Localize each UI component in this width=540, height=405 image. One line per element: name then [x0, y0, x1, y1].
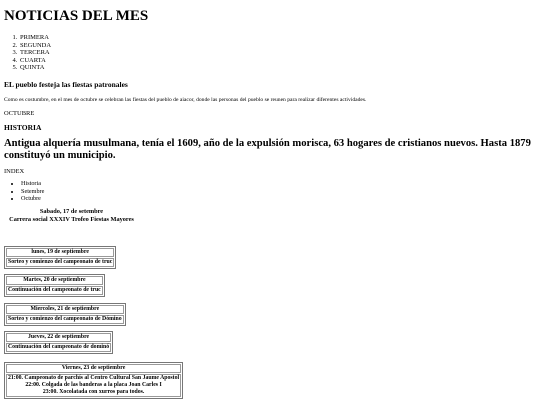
event-saturday-text: Carrera social XXXIV Trofeo Fiestas Mayores — [9, 215, 134, 223]
page-content — [4, 8, 536, 224]
event-line: 21:00. Campeonato de parchís al Centro Cultural San Jaume Apostol — [8, 375, 180, 381]
index-list — [4, 180, 536, 203]
event-table-wednesday — [4, 303, 126, 326]
index-item-octubre: • Octubre — [21, 195, 536, 203]
history-text: Antigua alquería musulmana, tenía el 1609, año de la expulsión morisca, 63 hogares de cristianos nuevos. Hasta 1879 constituyó un municipio. — [4, 137, 531, 161]
event-text: Sorteo y comienzo del campeonato de truc — [8, 259, 113, 265]
history-label: HISTORIA — [4, 122, 42, 132]
event-lines — [6, 374, 181, 397]
month-label: OCTUBRE — [4, 109, 35, 117]
event-text: Continuación del campeonato de truc — [8, 287, 101, 293]
event-text: Continuación del campeonato de dominó — [8, 344, 110, 350]
event-date: Viernes, 23 de septiembre — [6, 364, 181, 373]
menu-item-cuarta: 4. CUARTA — [19, 57, 536, 65]
news-heading: EL pueblo festeja las fiestas patronales — [4, 79, 128, 89]
menu-item-primera: 1. PRIMERA — [19, 34, 536, 42]
event-table-friday — [4, 362, 183, 399]
event-saturday — [4, 208, 139, 224]
page-title: NOTICIAS DEL MES — [4, 8, 149, 24]
event-line: 22:00. Colgada de las banderas a la placa Joan Carles I — [25, 382, 162, 388]
index-item-setembre: • Setembre — [21, 188, 536, 196]
event-date: Miercoles, 21 de septiembre — [6, 305, 124, 314]
event-date: lunes, 19 de septiembre — [6, 248, 114, 257]
news-paragraph: Como es costumbre, en el mes de octubre se celebran las fiestas del pueblo de aiacor, donde las personas del pueblo se reunen para realizar diferentes actividades. — [4, 96, 367, 103]
event-table-thursday — [4, 331, 113, 354]
event-text: Sorteo y comienzo del campeonato de Dómino — [8, 316, 122, 322]
event-table-tuesday — [4, 274, 105, 297]
menu-item-quinta: 5. QUINTA — [19, 64, 536, 72]
index-item-historia: • Historia — [21, 180, 536, 188]
event-table-monday — [4, 246, 116, 269]
event-line: 23:00. Xocolatada con xurros para todos. — [42, 389, 145, 395]
menu-item-tercera: 3. TERCERA — [19, 49, 536, 57]
section-menu — [4, 34, 536, 72]
event-date: Martes, 20 de septiembre — [6, 276, 103, 285]
event-saturday-date: Sabado, 17 de setembre — [39, 207, 104, 215]
menu-item-segunda: 2. SEGUNDA — [19, 42, 536, 50]
event-date: Jueves, 22 de septiembre — [6, 333, 111, 342]
index-label: INDEX — [4, 167, 25, 175]
